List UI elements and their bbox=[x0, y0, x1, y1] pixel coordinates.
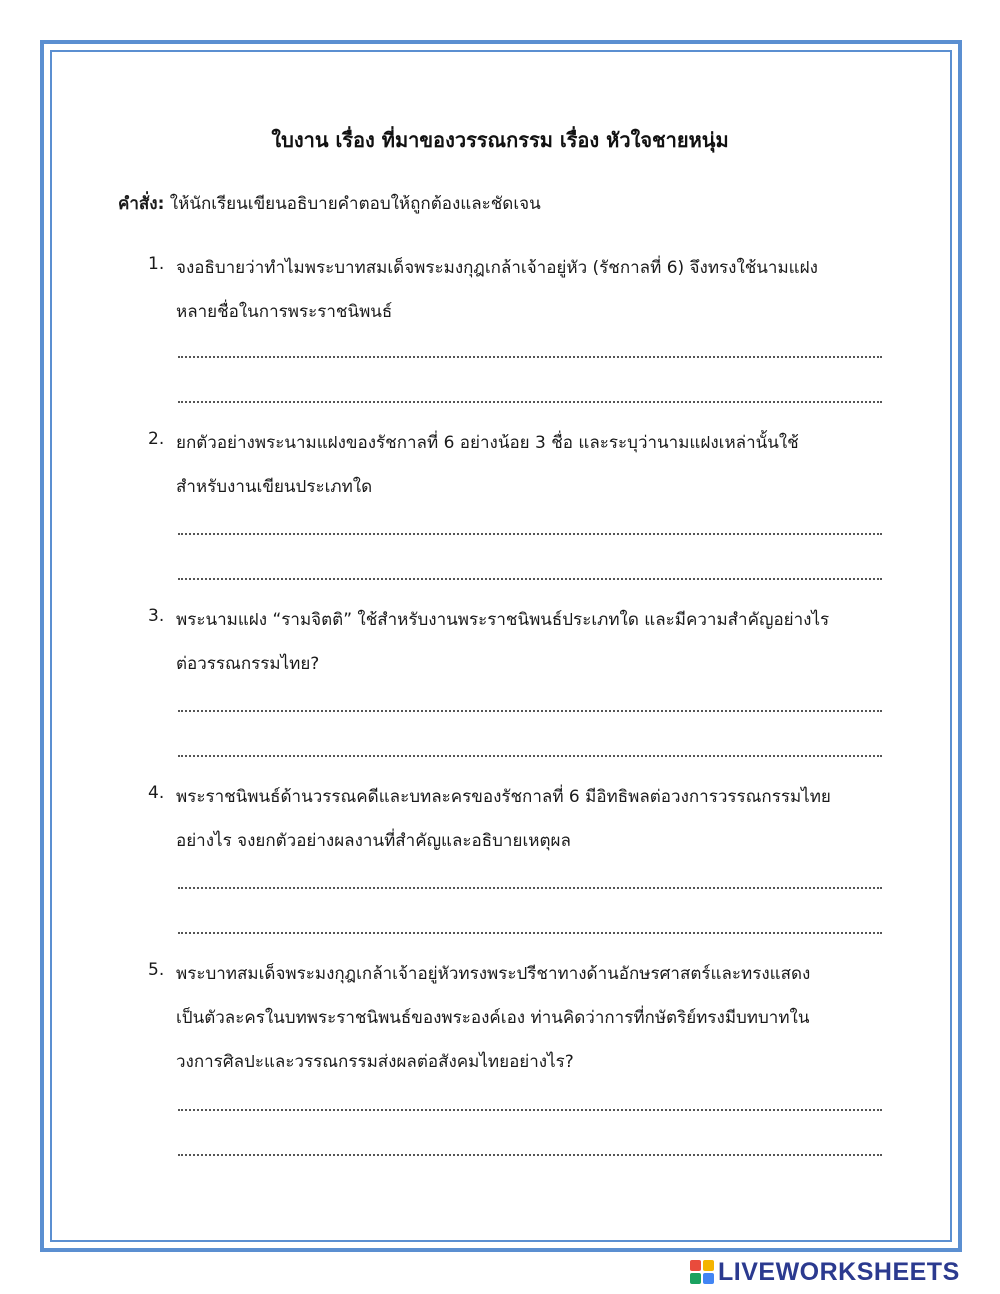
answer-line[interactable] bbox=[178, 356, 882, 358]
question-number: 2. bbox=[148, 429, 165, 449]
logo-square bbox=[690, 1260, 701, 1271]
logo-square bbox=[703, 1260, 714, 1271]
answer-line[interactable] bbox=[178, 533, 882, 535]
logo-text: LIVEWORKSHEETS bbox=[718, 1257, 960, 1286]
question-text-line: สำหรับงานเขียนประเภทใด bbox=[176, 477, 373, 497]
answer-line[interactable] bbox=[178, 710, 882, 712]
question-text-line: ยกตัวอย่างพระนามแฝงของรัชกาลที่ 6 อย่างน้อย 3 ชื่อ และระบุว่านามแฝงเหล่านั้นใช้ bbox=[176, 433, 799, 453]
question-text-line: จงอธิบายว่าทำไมพระบาทสมเด็จพระมงกุฎเกล้าเจ้าอยู่หัว (รัชกาลที่ 6) จึงทรงใช้นามแฝง bbox=[176, 258, 818, 278]
logo-square bbox=[690, 1273, 701, 1284]
question-text-line: เป็นตัวละครในบทพระราชนิพนธ์ของพระองค์เอง ท่านคิดว่าการที่กษัตริย์ทรงมีบทบาทใน bbox=[176, 1008, 810, 1028]
question-number: 1. bbox=[148, 254, 165, 274]
question-text-line: วงการศิลปะและวรรณกรรมส่งผลต่อสังคมไทยอย่างไร? bbox=[176, 1052, 574, 1072]
question-number: 3. bbox=[148, 606, 165, 626]
answer-line[interactable] bbox=[178, 1109, 882, 1111]
answer-line[interactable] bbox=[178, 932, 882, 934]
answer-line[interactable] bbox=[178, 401, 882, 403]
answer-line[interactable] bbox=[178, 578, 882, 580]
liveworksheets-logo-icon bbox=[690, 1260, 714, 1284]
question-text-line: หลายชื่อในการพระราชนิพนธ์ bbox=[176, 302, 393, 322]
worksheet-title: ใบงาน เรื่อง ที่มาของวรรณกรรม เรื่อง หัวใจชายหนุ่ม bbox=[271, 128, 729, 152]
instruction-label: คำสั่ง: bbox=[118, 194, 165, 214]
question-text-line: อย่างไร จงยกตัวอย่างผลงานที่สำคัญและอธิบายเหตุผล bbox=[176, 831, 571, 851]
question-text-line: ต่อวรรณกรรมไทย? bbox=[176, 654, 320, 674]
answer-line[interactable] bbox=[178, 1154, 882, 1156]
instruction bbox=[118, 190, 541, 217]
instruction-text: ให้นักเรียนเขียนอธิบายคำตอบให้ถูกต้องและชัดเจน bbox=[164, 194, 541, 214]
question-text-line: พระนามแฝง “รามจิตติ” ใช้สำหรับงานพระราชนิพนธ์ประเภทใด และมีความสำคัญอย่างไร bbox=[176, 610, 830, 630]
question-text-line: พระบาทสมเด็จพระมงกุฎเกล้าเจ้าอยู่หัวทรงพระปรีชาทางด้านอักษรศาสตร์และทรงแสดง bbox=[176, 964, 811, 984]
answer-line[interactable] bbox=[178, 887, 882, 889]
question-number: 5. bbox=[148, 960, 165, 980]
answer-line[interactable] bbox=[178, 755, 882, 757]
question-number: 4. bbox=[148, 783, 165, 803]
logo-square bbox=[703, 1273, 714, 1284]
liveworksheets-logo[interactable] bbox=[690, 1258, 960, 1286]
question-text-line: พระราชนิพนธ์ด้านวรรณคดีและบทละครของรัชกาลที่ 6 มีอิทธิพลต่อวงการวรรณกรรมไทย bbox=[176, 787, 831, 807]
